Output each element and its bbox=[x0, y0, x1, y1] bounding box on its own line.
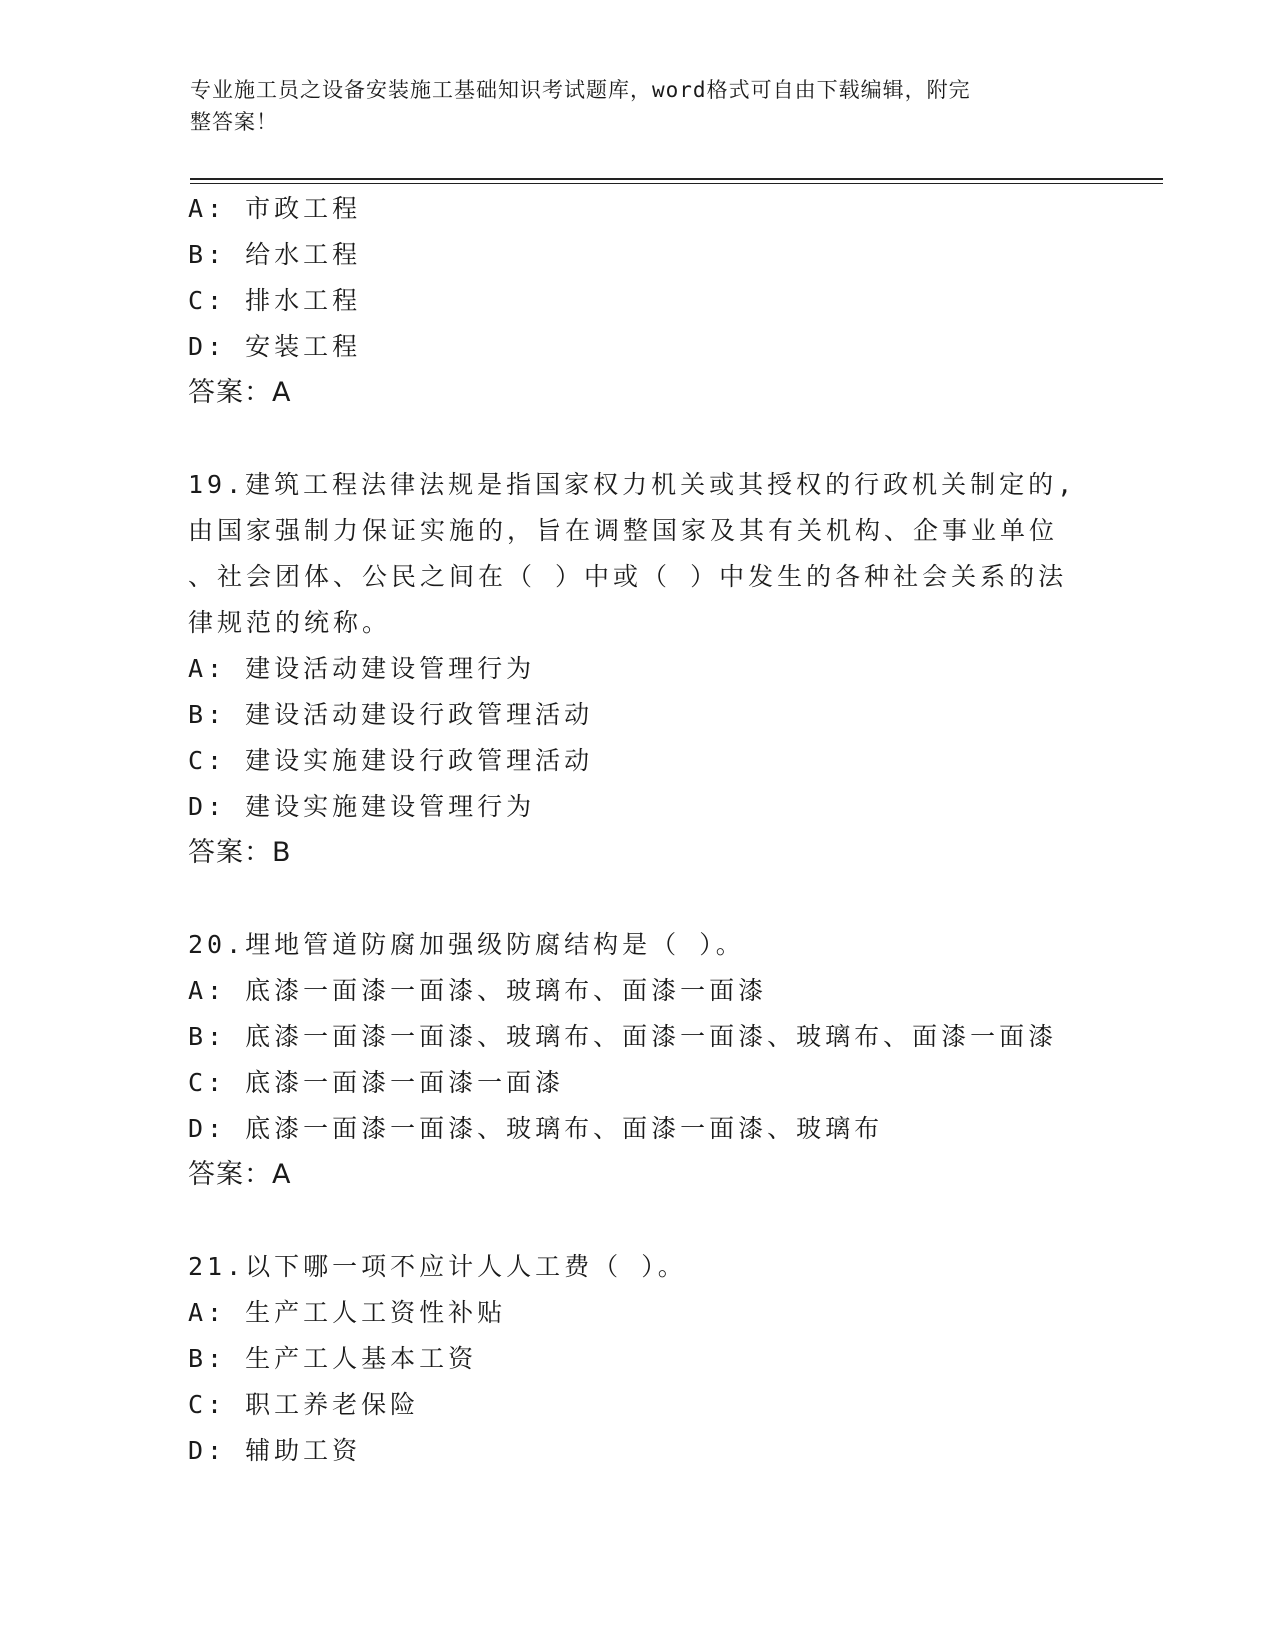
option-b: B: 底漆一面漆一面漆、玻璃布、面漆一面漆、玻璃布、面漆一面漆 bbox=[188, 1022, 1058, 1051]
stem-line: 20.埋地管道防腐加强级防腐结构是（ ）。 bbox=[188, 930, 745, 959]
answer-line: 答案：B bbox=[188, 837, 292, 868]
header-line-1: 专业施工员之设备安装施工基础知识考试题库，word格式可自由下载编辑，附完 bbox=[190, 78, 971, 102]
option-b: B: 给水工程 bbox=[188, 240, 362, 269]
stem-line: 律规范的统称。 bbox=[188, 608, 392, 637]
option-a: A: 生产工人工资性补贴 bbox=[188, 1298, 507, 1327]
option-c: C: 建设实施建设行政管理活动 bbox=[188, 746, 594, 775]
option-c: C: 排水工程 bbox=[188, 286, 362, 315]
option-a: A: 建设活动建设管理行为 bbox=[188, 654, 536, 683]
option-c: C: 职工养老保险 bbox=[188, 1390, 420, 1419]
question-19 bbox=[188, 462, 1088, 876]
option-b: B: 建设活动建设行政管理活动 bbox=[188, 700, 594, 729]
question-stem bbox=[188, 462, 1088, 646]
spacer bbox=[188, 876, 1088, 922]
header-divider-thin bbox=[190, 183, 1163, 184]
option-d: D: 底漆一面漆一面漆、玻璃布、面漆一面漆、玻璃布 bbox=[188, 1114, 884, 1143]
document-header bbox=[190, 74, 1090, 138]
option-d: D: 建设实施建设管理行为 bbox=[188, 792, 536, 821]
answer-line: 答案：A bbox=[188, 1159, 292, 1190]
answer-line: 答案：A bbox=[188, 377, 292, 408]
option-d: D: 辅助工资 bbox=[188, 1436, 362, 1465]
question-18 bbox=[188, 186, 1088, 416]
option-b: B: 生产工人基本工资 bbox=[188, 1344, 478, 1373]
stem-line: 21.以下哪一项不应计人人工费（ ）。 bbox=[188, 1252, 687, 1281]
option-a: A: 底漆一面漆一面漆、玻璃布、面漆一面漆 bbox=[188, 976, 768, 1005]
stem-line: 由国家强制力保证实施的，旨在调整国家及其有关机构、企事业单位 bbox=[188, 516, 1059, 545]
option-a: A: 市政工程 bbox=[188, 194, 362, 223]
spacer bbox=[188, 416, 1088, 462]
option-c: C: 底漆一面漆一面漆一面漆 bbox=[188, 1068, 565, 1097]
spacer bbox=[188, 1198, 1088, 1244]
stem-line: 19.建筑工程法律法规是指国家权力机关或其授权的行政机关制定的, bbox=[188, 470, 1077, 499]
question-20 bbox=[188, 922, 1088, 1198]
header-divider-thick bbox=[190, 178, 1163, 180]
question-21 bbox=[188, 1244, 1088, 1474]
question-stem bbox=[188, 1244, 1088, 1290]
header-line-2: 整答案！ bbox=[190, 110, 278, 134]
option-d: D: 安装工程 bbox=[188, 332, 362, 361]
question-list bbox=[188, 186, 1088, 1474]
stem-line: 、社会团体、公民之间在（ ）中或（ ）中发生的各种社会关系的法 bbox=[188, 562, 1068, 591]
question-stem bbox=[188, 922, 1088, 968]
